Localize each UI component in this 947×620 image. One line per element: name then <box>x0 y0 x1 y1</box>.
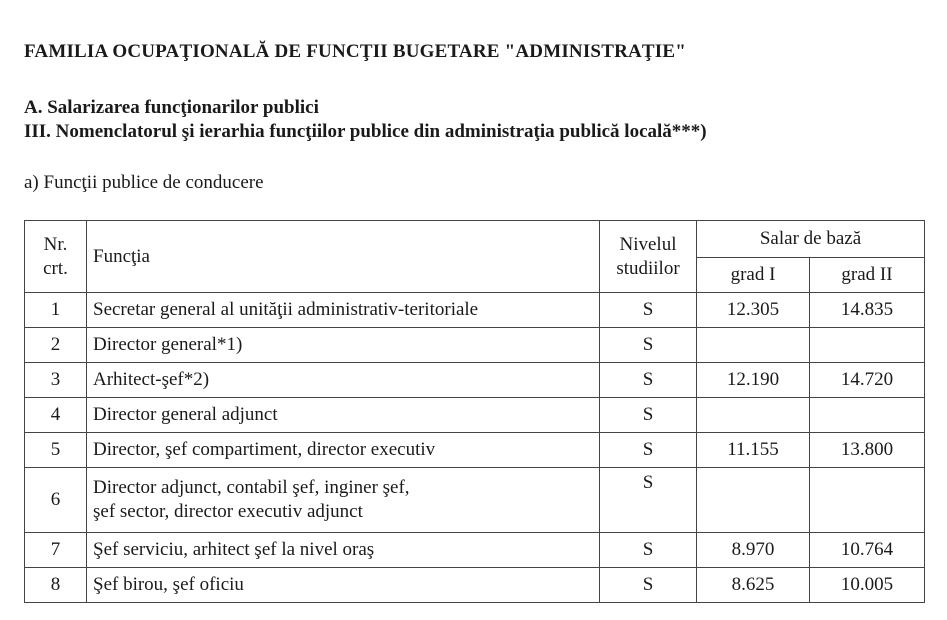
cell-grad-1: 8.970 <box>697 533 810 568</box>
cell-nivel: S <box>600 468 697 533</box>
header-nr: Nr. <box>43 233 68 255</box>
table-row <box>25 433 925 468</box>
cell-grad-2 <box>810 468 925 533</box>
table-row <box>25 533 925 568</box>
table-row <box>25 328 925 363</box>
functia-line-1: Director general*1) <box>93 334 243 355</box>
cell-functia <box>87 363 600 398</box>
functia-line-1: Arhitect-şef*2) <box>93 369 210 390</box>
cell-grad-1: 12.190 <box>697 363 810 398</box>
cell-nr: 4 <box>25 398 87 433</box>
functia-line-1: Director, şef compartiment, director executiv <box>93 439 436 460</box>
cell-nr: 1 <box>25 293 87 328</box>
subtitle-a: A. Salarizarea funcţionarilor publici <box>24 97 319 118</box>
header-grad-1: grad I <box>697 258 810 293</box>
document-title: FAMILIA OCUPAŢIONALĂ DE FUNCŢII BUGETARE "ADMINISTRAŢIE" <box>24 41 687 62</box>
cell-nivel: S <box>600 533 697 568</box>
cell-grad-2 <box>810 328 925 363</box>
cell-nr: 7 <box>25 533 87 568</box>
cell-nr: 3 <box>25 363 87 398</box>
functia-line-1: Secretar general al unităţii administrativ-teritoriale <box>93 299 479 320</box>
cell-grad-2: 14.835 <box>810 293 925 328</box>
cell-nivel: S <box>600 363 697 398</box>
header-nivelul-studiilor <box>600 221 697 293</box>
cell-functia <box>87 533 600 568</box>
cell-grad-2: 10.764 <box>810 533 925 568</box>
cell-grad-2: 10.005 <box>810 568 925 603</box>
header-studiilor: studiilor <box>616 257 680 279</box>
functia-line-1: Şef birou, şef oficiu <box>93 574 244 595</box>
functia-line-1: Director adjunct, contabil şef, inginer şef, <box>93 477 410 498</box>
subtitle-iii: III. Nomenclatorul şi ierarhia funcţiilor publice din administraţia publică locală***) <box>24 121 707 142</box>
cell-nr: 8 <box>25 568 87 603</box>
header-grad-2: grad II <box>810 258 925 293</box>
cell-grad-1 <box>697 328 810 363</box>
cell-grad-1: 11.155 <box>697 433 810 468</box>
cell-functia <box>87 293 600 328</box>
section-heading: a) Funcţii publice de conducere <box>24 172 264 193</box>
functia-line-1: Şef serviciu, arhitect şef la nivel oraş <box>93 539 375 560</box>
cell-functia <box>87 568 600 603</box>
cell-grad-1: 8.625 <box>697 568 810 603</box>
cell-grad-2 <box>810 398 925 433</box>
cell-grad-2: 14.720 <box>810 363 925 398</box>
cell-nivel: S <box>600 568 697 603</box>
cell-nivel: S <box>600 293 697 328</box>
cell-grad-1 <box>697 398 810 433</box>
cell-functia <box>87 398 600 433</box>
cell-nivel: S <box>600 328 697 363</box>
table-row <box>25 398 925 433</box>
header-salar-de-baza: Salar de bază <box>697 221 925 258</box>
functia-line-1: Director general adjunct <box>93 404 278 425</box>
table-row <box>25 363 925 398</box>
table-body <box>25 293 925 603</box>
cell-functia <box>87 468 600 533</box>
cell-functia <box>87 433 600 468</box>
header-nivelul: Nivelul <box>619 233 677 255</box>
cell-nivel: S <box>600 398 697 433</box>
cell-nr: 6 <box>25 468 87 533</box>
cell-grad-1 <box>697 468 810 533</box>
header-nr-crt <box>25 221 87 293</box>
cell-grad-1: 12.305 <box>697 293 810 328</box>
header-crt: crt. <box>43 257 68 279</box>
cell-functia <box>87 328 600 363</box>
salary-table <box>24 220 925 603</box>
table-row <box>25 568 925 603</box>
header-functia: Funcţia <box>87 221 600 293</box>
functia-line-2: şef sector, director executiv adjunct <box>93 501 363 522</box>
cell-nivel: S <box>600 433 697 468</box>
cell-nr: 2 <box>25 328 87 363</box>
table-row <box>25 468 925 533</box>
cell-nr: 5 <box>25 433 87 468</box>
cell-grad-2: 13.800 <box>810 433 925 468</box>
table-row <box>25 293 925 328</box>
